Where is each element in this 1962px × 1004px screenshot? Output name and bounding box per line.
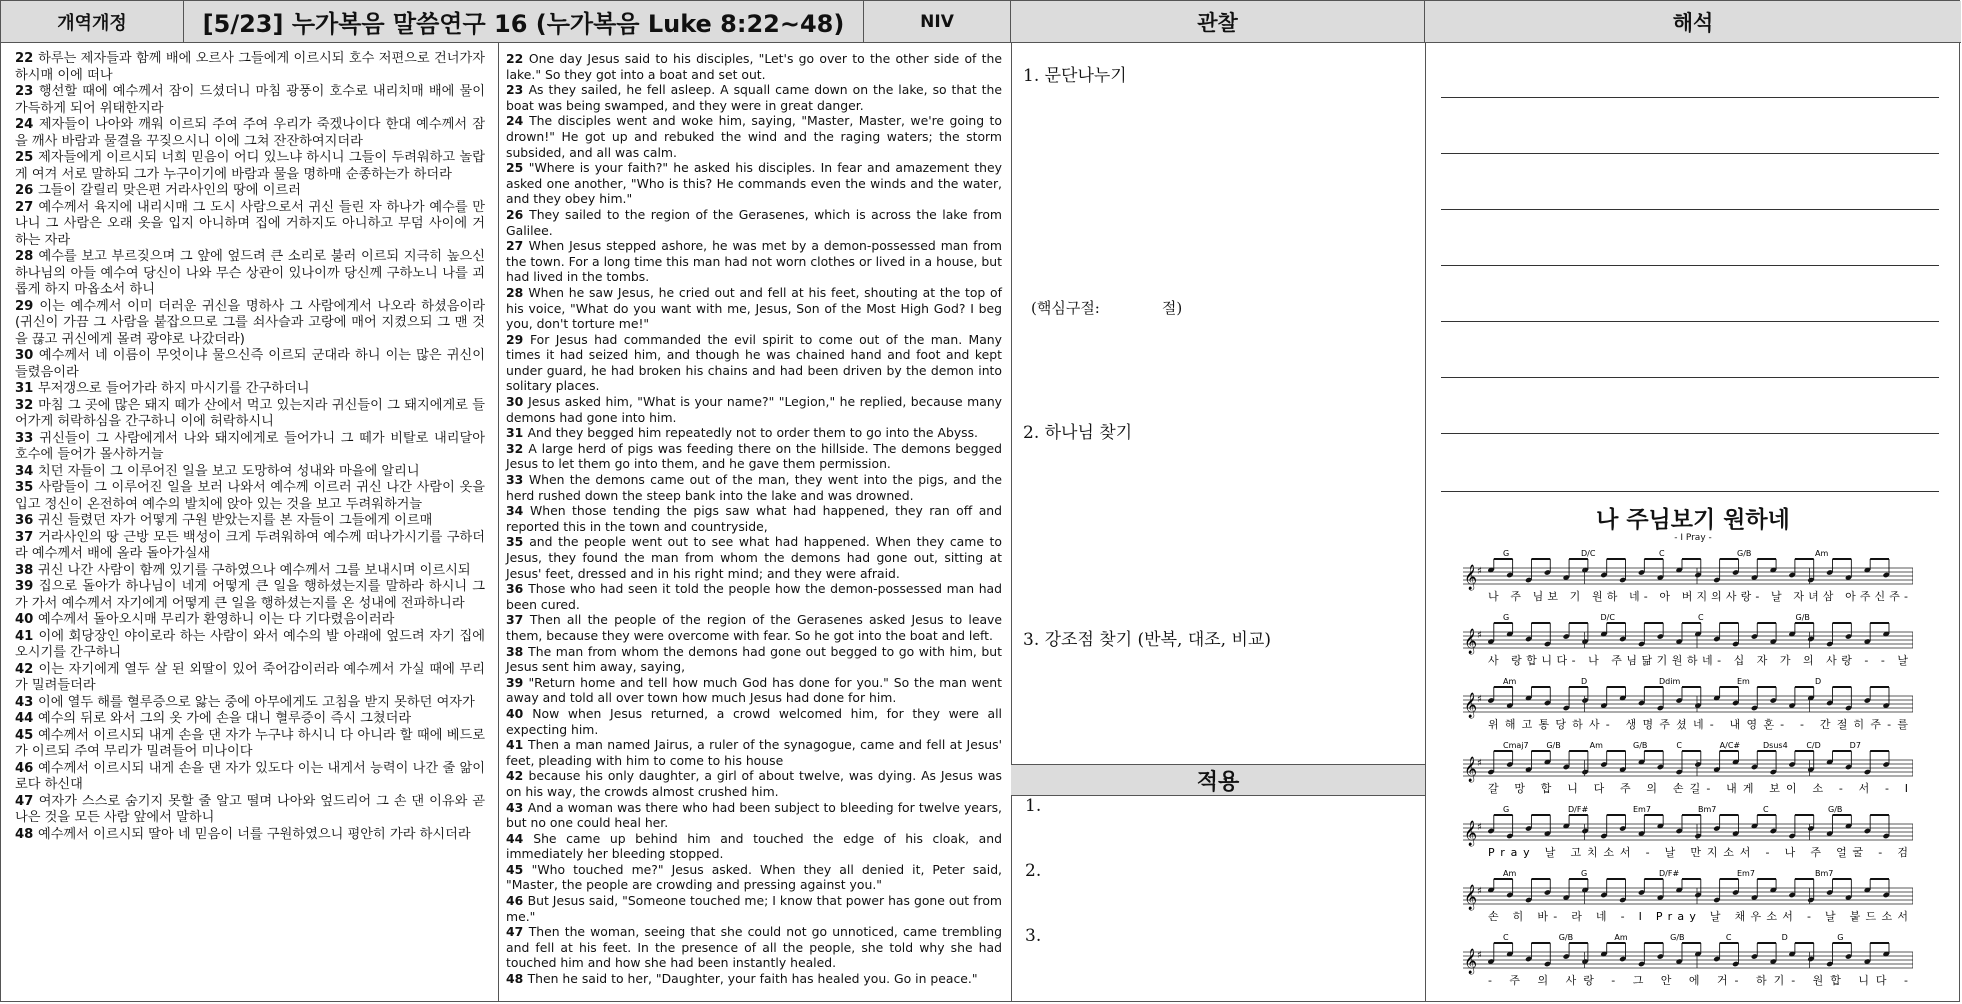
korean-verse <box>15 794 485 827</box>
writing-line <box>1441 321 1939 322</box>
observation-label: 관찰 <box>1197 10 1238 35</box>
observation-item-find-god: 2. 하나님 찾기 <box>1023 423 1133 443</box>
chord-symbol: G/B <box>1633 741 1648 750</box>
writing-line <box>1441 491 1939 492</box>
korean-verse <box>15 711 485 728</box>
verse-text: The disciples went and woke him, saying, "Master, Master, we're going to drown!" He got up and rebuked the wind and the raging waters; the storm subsided, and all was calm. <box>506 113 1002 160</box>
niv-verse <box>506 644 1002 675</box>
song-subtitle: - I Pray - <box>1674 533 1712 543</box>
application-item: 3. <box>1025 926 1042 946</box>
treble-clef: 𝄞 <box>1464 757 1478 782</box>
korean-verse <box>15 51 485 84</box>
niv-verse <box>506 160 1002 207</box>
chord-symbol: A/C# <box>1719 741 1741 750</box>
niv-verse <box>506 581 1002 612</box>
verse-text: When those tending the pigs saw what had happened, they ran off and reported this in the town and countryside, <box>506 503 1003 534</box>
korean-verse <box>15 431 485 464</box>
chord-symbol: Em7 <box>1633 805 1651 814</box>
lyric-line: 갈 망 합 니 다 주 의 손길- 내게 보이 소 - 서 - I <box>1488 782 1908 795</box>
writing-line <box>1441 265 1939 266</box>
korean-version-label: 개역개정 <box>57 12 127 34</box>
chord-symbol: C <box>1659 549 1665 558</box>
verse-text: 예수를 보고 부르짖으며 그 앞에 엎드려 큰 소리로 불러 이르되 지극히 높으신 하나님의 아들 예수여 당신이 나와 무슨 상관이 있나이까 당신께 구하노니 나를 괴롭게 하지 마옵소서 하니 <box>15 249 485 297</box>
verse-number: 37 <box>506 612 530 628</box>
korean-verse <box>15 612 485 629</box>
chord-symbol: G/B <box>1670 933 1685 942</box>
observation-item-paragraphs: 1. 문단나누기 <box>1023 66 1127 86</box>
korean-verse <box>15 728 485 761</box>
korean-verse <box>15 513 485 530</box>
treble-clef: 𝄞 <box>1464 629 1478 654</box>
verse-number: 39 <box>506 674 529 690</box>
chord-symbol: D/F# <box>1659 869 1680 878</box>
chord-symbol: D/C <box>1600 613 1615 622</box>
lyric-line: - 주 의 사랑 - 그 안 에 거- 하기- 원합 니다 - <box>1488 974 1908 987</box>
verse-number: 38 <box>506 643 529 659</box>
niv-verse <box>506 768 1002 799</box>
page-title <box>184 1 864 43</box>
chord-symbol: C <box>1725 933 1732 942</box>
sheet-music <box>1463 546 1913 1001</box>
verse-number: 40 <box>506 705 533 721</box>
verse-text: As they sailed, he fell asleep. A squall came down on the lake, so that the boat was being swamped, and they were in great danger. <box>506 82 1003 113</box>
verse-text: 귀신 들렸던 자가 어떻게 구원 받았는지를 본 자들이 그들에게 이르매 <box>37 513 433 528</box>
verse-number: 42 <box>15 661 39 677</box>
verse-text: "Return home and tell how much God has done for you." So the man went away and told all over town how much Jesus had done for him. <box>506 674 1002 706</box>
verse-number: 38 <box>15 562 38 578</box>
verse-text: 여자가 스스로 숨기지 못할 줄 알고 떨며 나아와 엎드리어 그 손 댄 이유와 곧 나은 것을 모든 사람 앞에서 말하니 <box>15 793 485 825</box>
core-verse-label: (핵심구절: <box>1031 299 1100 317</box>
verse-number: 46 <box>15 760 39 776</box>
verse-text: 예수께서 이르시되 내게 손을 댄 자가 누구냐 하시니 다 아니라 할 때에 베드로가 이르되 주여 무리가 밀려들어 미나이다 <box>15 727 485 759</box>
chord-symbol: Am <box>1503 677 1517 686</box>
verse-text: 이에 열두 해를 혈루증으로 앓는 중에 아무에게도 고침을 받지 못하던 여자가 <box>37 694 475 710</box>
page-title-text: [5/23] 누가복음 말씀연구 16 (누가복음 Luke 8:22~48) <box>202 10 845 38</box>
verse-text: 예수께서 이르시되 딸아 네 믿음이 너를 구원하였으니 평안히 가라 하시더라 <box>37 826 471 842</box>
niv-verse <box>506 113 1002 160</box>
niv-verse <box>506 82 1002 113</box>
korean-verse <box>15 200 485 250</box>
korean-verse <box>15 827 485 844</box>
observation-header <box>1011 1 1425 43</box>
niv-verse <box>506 924 1002 971</box>
verse-text: 거라사인의 땅 근방 모든 백성이 크게 두려워하여 예수께 떠나가시기를 구하더라 예수께서 배에 올라 돌아가실새 <box>15 529 485 561</box>
korean-version-header <box>1 1 184 43</box>
verse-number: 23 <box>15 84 39 99</box>
korean-verse <box>15 117 485 150</box>
niv-header <box>864 1 1011 43</box>
verse-text: Then all the people of the region of the Gerasenes asked Jesus to leave them, because they were overcome with fear. So he got into the boat and left. <box>506 612 1002 643</box>
korean-verse <box>15 480 485 513</box>
chord-symbol: C/D <box>1806 741 1821 750</box>
niv-verse <box>506 534 1002 581</box>
verse-text: Jesus asked him, "What is your name?" "Legion," he replied, because many demons had gone into him. <box>506 394 1002 425</box>
application-header <box>1011 764 1425 796</box>
verse-text: 치던 자들이 그 이루어진 일을 보고 도망하여 성내와 마을에 알리니 <box>37 463 420 479</box>
sharp-sign: ♯ <box>1477 566 1482 577</box>
niv-verse <box>506 737 1002 768</box>
niv-verse <box>506 971 1002 987</box>
chord-symbol: C <box>1676 741 1682 750</box>
core-verse-field <box>1031 297 1182 318</box>
niv-verse <box>506 706 1002 737</box>
verse-number: 32 <box>506 440 529 456</box>
chord-symbol: G/B <box>1546 741 1561 750</box>
chord-symbol: Ddim <box>1659 677 1681 686</box>
verse-number: 46 <box>506 893 528 909</box>
verse-text: 예수께서 육지에 내리시매 그 도시 사람으로서 귀신 들린 자 하나가 예수를 만나니 그 사람은 오래 옷을 입지 아니하며 집에 거하지도 아니하고 무덤 사이에 거하는 자라 <box>15 199 485 248</box>
verse-number: 41 <box>15 628 39 644</box>
verse-text: 예수께서 네 이름이 무엇이냐 물으신즉 이르되 군대라 하니 이는 많은 귀신이 들렸음이라 <box>15 348 485 380</box>
niv-verse <box>506 51 1002 82</box>
niv-verse <box>506 441 1002 472</box>
verse-number: 45 <box>15 727 39 743</box>
korean-verse <box>15 629 485 662</box>
verse-number: 31 <box>15 381 38 396</box>
verse-text: 귀신들이 그 사람에게서 나와 돼지에게로 들어가니 그 떼가 비탈로 내리달아 호수에 들어가 몰사하거늘 <box>15 430 485 462</box>
lyric-line: 사 랑합니다- 나 주님닮기원하네- 십 자 가 의 사랑 - - 날 <box>1488 654 1908 667</box>
niv-verse <box>506 394 1002 425</box>
column-divider <box>498 43 499 1001</box>
verse-number: 43 <box>506 799 528 815</box>
chord-symbol: Am <box>1503 869 1517 878</box>
verse-number: 22 <box>506 51 529 66</box>
korean-verse <box>15 761 485 794</box>
korean-verse <box>15 183 485 200</box>
verse-number: 23 <box>506 82 529 98</box>
chord-symbol: D7 <box>1849 741 1861 750</box>
verse-number: 28 <box>15 249 39 264</box>
verse-number: 27 <box>506 238 529 254</box>
sharp-sign: ♯ <box>1477 950 1482 961</box>
lyric-line: 나 주 님보 기 원하 네- 아 버지의사랑- 날 자녀삼 아주신주- <box>1488 590 1908 603</box>
chord-symbol: C <box>1698 613 1704 622</box>
verse-number: 33 <box>506 472 529 488</box>
verse-text: When the demons came out of the man, they went into the pigs, and the herd rushed down the steep bank into the lake and was drowned. <box>506 472 1002 503</box>
niv-verse <box>506 207 1002 238</box>
verse-number: 26 <box>15 183 38 198</box>
verse-number: 34 <box>15 463 38 479</box>
verse-text: And they begged him repeatedly not to order them to go into the Abyss. <box>527 425 978 441</box>
korean-verse <box>15 249 485 299</box>
verse-number: 30 <box>506 394 529 410</box>
chord-symbol: G <box>1581 869 1588 878</box>
korean-verse <box>15 662 485 695</box>
treble-clef: 𝄞 <box>1464 821 1478 846</box>
verse-number: 24 <box>506 113 530 129</box>
verse-text: Then he said to her, "Daughter, your faith has healed you. Go in peace." <box>527 971 978 987</box>
verse-text: 이는 예수께서 이미 더러운 귀신을 명하사 그 사람에게서 나오라 하셨음이라 (귀신이 가끔 그 사람을 붙잡으므로 그를 쇠사슬과 고랑에 매어 지켰으되 그 맨 것을 끊고 귀신에게 몰려 광야로 나갔더라) <box>15 298 485 347</box>
verse-number: 43 <box>15 694 38 710</box>
korean-verse <box>15 150 485 183</box>
korean-verse <box>15 84 485 117</box>
chord-symbol: G/B <box>1795 613 1810 622</box>
korean-verse <box>15 579 485 612</box>
verse-number: 30 <box>15 348 39 363</box>
verse-number: 45 <box>506 861 532 877</box>
verse-number: 33 <box>15 430 40 446</box>
sharp-sign: ♯ <box>1477 886 1482 897</box>
chord-symbol: G <box>1503 805 1510 814</box>
verse-text: When Jesus stepped ashore, he was met by a demon-possessed man from the town. For a long time this man had not worn clothes or lived in a house, but had lived in the tombs. <box>506 238 1002 285</box>
verse-number: 48 <box>506 971 528 987</box>
treble-clef: 𝄞 <box>1464 949 1478 974</box>
verse-number: 35 <box>506 534 530 550</box>
sharp-sign: ♯ <box>1477 758 1482 769</box>
verse-number: 48 <box>15 826 38 842</box>
verse-text: The man from whom the demons had gone out begged to go with him, but Jesus sent him away, saying, <box>506 643 1002 675</box>
korean-verse <box>15 348 485 381</box>
sharp-sign: ♯ <box>1477 694 1482 705</box>
verse-text: and the people went out to see what had happened. When they came to Jesus, they found the man from whom the demons had gone out, sitting at Jesus' feet, dressed and in his right mind; and they were afraid. <box>506 534 1002 581</box>
writing-line <box>1441 433 1939 434</box>
verse-text: 이에 회당장인 야이로라 하는 사람이 와서 예수의 발 아래에 엎드려 자기 집에 오시기를 간구하니 <box>15 628 485 660</box>
korean-verse <box>15 530 485 563</box>
verse-number: 28 <box>506 284 529 300</box>
writing-line <box>1441 377 1939 378</box>
niv-verse <box>506 285 1002 332</box>
chord-symbol: D/C <box>1581 549 1596 558</box>
writing-line <box>1441 153 1939 154</box>
verse-number: 37 <box>15 529 39 545</box>
verse-text: 귀신 나간 사람이 함께 있기를 구하였으나 예수께서 그를 보내시며 이르시되 <box>37 562 471 578</box>
core-verse-suffix: 절) <box>1161 299 1183 317</box>
korean-verse <box>15 299 485 349</box>
chord-symbol: Bm7 <box>1815 869 1834 878</box>
niv-verse <box>506 800 1002 831</box>
chord-symbol: G <box>1837 933 1844 942</box>
niv-verse <box>506 831 1002 862</box>
chord-symbol: G <box>1503 613 1510 622</box>
chord-symbol: Am <box>1614 933 1628 942</box>
verse-text: 집으로 돌아가 하나님이 네게 어떻게 큰 일을 행하셨는지를 말하라 하시니 그가 가서 예수께서 자기에게 어떻게 큰 일을 행하셨는지를 온 성내에 전파하니라 <box>15 579 485 611</box>
niv-verse <box>506 862 1002 893</box>
verse-text: 예수께서 돌아오시매 무리가 환영하니 이는 다 기다렸음이러라 <box>37 612 395 627</box>
verse-number: 32 <box>15 397 39 413</box>
niv-verse <box>506 425 1002 441</box>
niv-label: NIV <box>920 11 954 32</box>
korean-verse <box>15 563 485 580</box>
writing-line <box>1441 209 1939 210</box>
writing-line <box>1441 97 1939 98</box>
column-divider <box>1011 43 1012 1001</box>
korean-verse <box>15 464 485 481</box>
niv-verse <box>506 612 1002 643</box>
verse-text: because his only daughter, a girl of about twelve, was dying. As Jesus was on his way, the crowds almost crushed him. <box>506 768 1002 799</box>
verse-text: 제자들에게 이르시되 너희 믿음이 어디 있느냐 하시니 그들이 두려워하고 놀랍게 여겨 서로 말하되 그가 누구이기에 바람과 물을 명하매 순종하는가 하더라 <box>15 150 485 182</box>
verse-text: 사람들이 그 이루어진 일을 보러 나와서 예수께 이르러 귀신 나간 사람이 옷을 입고 정신이 온전하여 예수의 발치에 앉아 있는 것을 보고 두려워하거늘 <box>15 480 485 512</box>
chord-symbol: D <box>1815 677 1822 686</box>
verse-text: 행선할 때에 예수께서 잠이 드셨더니 마침 광풍이 호수로 내리치매 배에 물이 가득하게 되어 위태한지라 <box>15 84 485 116</box>
chord-symbol: Em7 <box>1737 869 1755 878</box>
lyric-line: Pray 날 고치소서 - 날 만지소서 - 나 주 얼굴 - 검 <box>1488 846 1908 859</box>
niv-verse <box>506 503 1002 534</box>
verse-text: They sailed to the region of the Gerasenes, which is across the lake from Galilee. <box>506 206 1002 238</box>
verse-number: 47 <box>506 924 529 940</box>
verse-number: 44 <box>506 830 534 846</box>
verse-text: 이는 자기에게 열두 살 된 외딸이 있어 죽어감이러라 예수께서 가실 때에 무리가 밀려들더라 <box>15 661 485 693</box>
verse-number: 40 <box>15 612 38 627</box>
verse-number: 36 <box>506 581 529 597</box>
chord-symbol: Bm7 <box>1698 805 1717 814</box>
verse-number: 35 <box>15 480 39 495</box>
verse-text: 예수의 뒤로 와서 그의 옷 가에 손을 대니 혈루증이 즉시 그쳤더라 <box>37 711 412 726</box>
verse-text: 그들이 갈릴리 맞은편 거라사인의 땅에 이르러 <box>37 183 301 198</box>
treble-clef: 𝄞 <box>1464 693 1478 718</box>
verse-text: 무저갱으로 들어가라 하지 마시기를 간구하더니 <box>37 381 310 396</box>
verse-text: Those who had seen it told the people how the demon-possessed man had been cured. <box>506 581 1002 612</box>
verse-number: 25 <box>15 150 39 165</box>
verse-text: Then a man named Jairus, a ruler of the synagogue, came and fell at Jesus' feet, pleading with him to come to his house <box>506 737 1002 768</box>
chord-symbol: G/B <box>1737 549 1752 558</box>
niv-verse <box>506 893 1002 924</box>
interpretation-header <box>1425 1 1961 43</box>
verse-text: She came up behind him and touched the edge of his cloak, and immediately her bleeding stopped. <box>506 830 1002 862</box>
chord-symbol: G/B <box>1828 805 1843 814</box>
treble-clef: 𝄞 <box>1464 565 1478 590</box>
chord-symbol: D <box>1781 933 1788 942</box>
verse-number: 27 <box>15 199 39 215</box>
verse-number: 29 <box>15 298 40 314</box>
verse-text: "Who touched me?" Jesus asked. When they all denied it, Peter said, "Master, the people are crowding and pressing against you." <box>506 861 1002 893</box>
verse-text: 제자들이 나아와 깨워 이르되 주여 주여 우리가 죽겠나이다 한대 예수께서 잠을 깨사 바람과 물결을 꾸짖으시니 이에 그쳐 잔잔하여지더라 <box>15 117 485 149</box>
verse-number: 47 <box>15 793 39 809</box>
verse-number: 24 <box>15 117 39 132</box>
lyric-line: 위해고통당하사- 생명주셨네- 내영혼- - 간절히주-를 <box>1488 718 1908 731</box>
verse-number: 39 <box>15 579 39 594</box>
chord-symbol: G <box>1503 549 1510 558</box>
verse-text: When he saw Jesus, he cried out and fell at his feet, shouting at the top of his voice, "What do you want with me, Jesus, Son of the Most High God? I beg you, don't torture me!" <box>506 284 1002 332</box>
korean-verse <box>15 695 485 712</box>
verse-number: 36 <box>15 513 38 528</box>
niv-verse <box>506 472 1002 503</box>
verse-number: 26 <box>506 206 530 222</box>
verse-number: 22 <box>15 51 39 66</box>
verse-text: Then the woman, seeing that she could not go unnoticed, came trembling and fell at his feet. In the presence of all the people, she told why she had touched him and how she had been instantly healed. <box>506 924 1002 971</box>
verse-number: 29 <box>506 331 530 347</box>
sharp-sign: ♯ <box>1477 822 1482 833</box>
verse-number: 41 <box>506 737 529 753</box>
chord-symbol: C <box>1503 933 1509 942</box>
verse-number: 25 <box>506 160 529 176</box>
chord-symbol: Cmaj7 <box>1503 741 1529 750</box>
verse-text: "Where is your faith?" he asked his disciples. In fear and amazement they asked one another, "Who is this? He commands even the winds and the water, and they obey him." <box>506 160 1002 207</box>
verse-text: 하루는 제자들과 함께 배에 오르사 그들에게 이르시되 호수 저편으로 건너가자 하시매 이에 떠나 <box>15 51 485 83</box>
verse-number: 31 <box>506 425 528 441</box>
niv-verses <box>506 51 1002 987</box>
chord-symbol: C <box>1763 805 1769 814</box>
application-item: 1. <box>1025 796 1042 816</box>
chord-symbol: Am <box>1815 549 1829 558</box>
verse-number: 42 <box>506 768 529 784</box>
chord-symbol: D/F# <box>1568 805 1589 814</box>
application-item: 2. <box>1025 861 1042 881</box>
korean-verse <box>15 398 485 431</box>
lyric-line: 손 히 바- 라 네 - I Pray 날 채우소서 - 날 붙드소서 <box>1488 910 1908 923</box>
song-title: 나 주님보기 원하네 <box>1596 507 1790 533</box>
verse-number: 44 <box>15 711 38 726</box>
niv-verse <box>506 332 1002 394</box>
interpretation-label: 해석 <box>1672 10 1714 35</box>
verse-text: 마침 그 곳에 많은 돼지 떼가 산에서 먹고 있는지라 귀신들이 그 돼지에게로 들어가게 허락하심을 간구하니 이에 허락하시니 <box>15 397 485 429</box>
chord-symbol: Dsus4 <box>1763 741 1788 750</box>
niv-verse <box>506 238 1002 285</box>
verse-text: And a woman was there who had been subject to bleeding for twelve years, but no one could heal her. <box>506 799 1002 831</box>
chord-symbol: D <box>1581 677 1588 686</box>
korean-verse <box>15 381 485 398</box>
observation-item-emphasis: 3. 강조점 찾기 (반복, 대조, 비교) <box>1023 630 1271 650</box>
application-label: 적용 <box>1196 769 1240 795</box>
verse-text: One day Jesus said to his disciples, "Let's go over to the other side of the lake." So they got into a boat and set out. <box>506 51 1003 82</box>
chord-symbol: Em <box>1737 677 1750 686</box>
verse-number: 34 <box>506 503 531 519</box>
verse-text: For Jesus had commanded the evil spirit to come out of the man. Many times it had seized him, and though he was chained hand and foot and kept under guard, he had broken his chains and had been driven by the demon into solitary places. <box>506 331 1002 394</box>
sharp-sign: ♯ <box>1477 630 1482 641</box>
verse-text: 예수께서 이르시되 내게 손을 댄 자가 있도다 이는 내게서 능력이 나간 줄 앎이로다 하신대 <box>15 760 485 792</box>
chord-symbol: Am <box>1589 741 1603 750</box>
treble-clef: 𝄞 <box>1464 885 1478 910</box>
niv-verse <box>506 675 1002 706</box>
chord-symbol: G/B <box>1558 933 1574 942</box>
korean-verses <box>15 51 485 843</box>
verse-text: Now when Jesus returned, a crowd welcomed him, for they were all expecting him. <box>506 705 1002 737</box>
verse-text: But Jesus said, "Someone touched me; I know that power has gone out from me." <box>506 893 1002 924</box>
verse-text: A large herd of pigs was feeding there on the hillside. The demons begged Jesus to let them go into them, and he gave them permission. <box>506 440 1003 472</box>
